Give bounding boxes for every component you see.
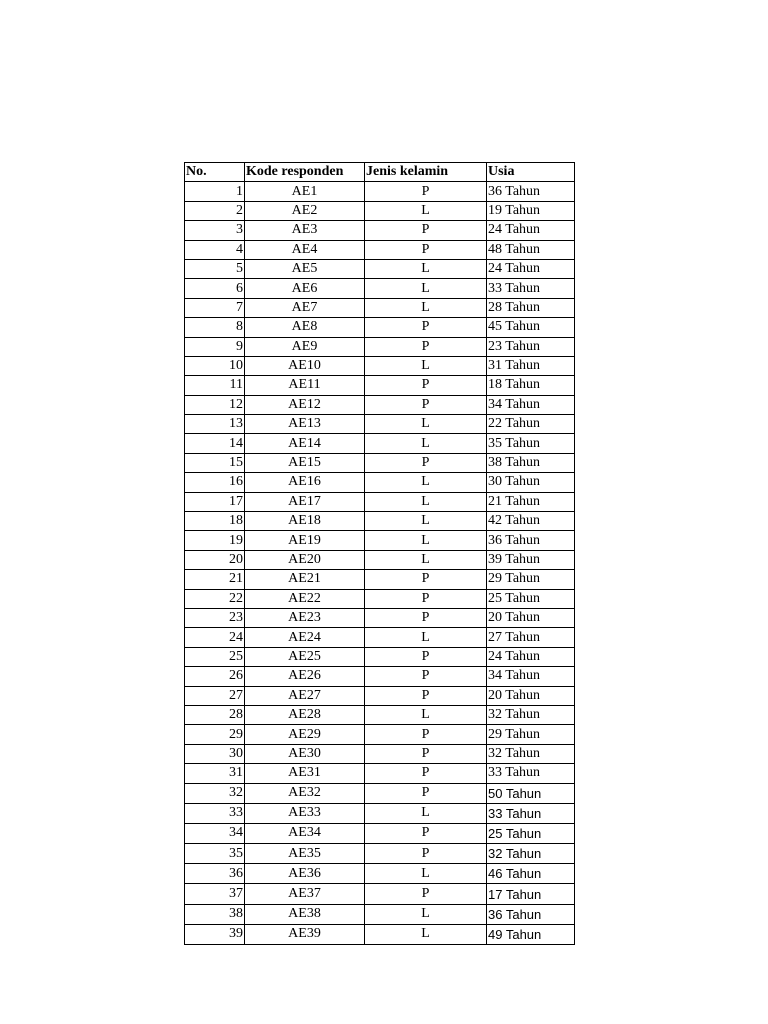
cell-no: 28 [185, 705, 245, 724]
cell-usia: 33 Tahun [487, 279, 575, 298]
cell-jenis-kelamin: L [365, 803, 487, 823]
cell-kode: AE20 [245, 550, 365, 569]
cell-no: 14 [185, 434, 245, 453]
cell-kode: AE27 [245, 686, 365, 705]
cell-no: 29 [185, 725, 245, 744]
cell-no: 17 [185, 492, 245, 511]
cell-kode: AE28 [245, 705, 365, 724]
cell-usia: 32 Tahun [487, 744, 575, 763]
cell-usia: 28 Tahun [487, 298, 575, 317]
cell-no: 19 [185, 531, 245, 550]
cell-no: 35 [185, 844, 245, 864]
cell-jenis-kelamin: L [365, 356, 487, 375]
cell-no: 2 [185, 201, 245, 220]
header-row [185, 163, 575, 182]
cell-usia: 33 Tahun [487, 803, 575, 823]
cell-no: 1 [185, 182, 245, 201]
header-kode-responden: Kode responden [245, 163, 365, 182]
cell-kode: AE11 [245, 376, 365, 395]
table-row [185, 823, 575, 843]
cell-usia: 30 Tahun [487, 473, 575, 492]
cell-kode: AE37 [245, 884, 365, 904]
table-row [185, 550, 575, 569]
cell-jenis-kelamin: P [365, 182, 487, 201]
cell-kode: AE17 [245, 492, 365, 511]
cell-no: 16 [185, 473, 245, 492]
cell-no: 38 [185, 904, 245, 924]
table-row [185, 356, 575, 375]
cell-kode: AE14 [245, 434, 365, 453]
cell-jenis-kelamin: L [365, 705, 487, 724]
cell-no: 6 [185, 279, 245, 298]
cell-kode: AE30 [245, 744, 365, 763]
cell-kode: AE8 [245, 318, 365, 337]
cell-usia: 20 Tahun [487, 686, 575, 705]
cell-kode: AE15 [245, 453, 365, 472]
table-row [185, 589, 575, 608]
cell-kode: AE33 [245, 803, 365, 823]
cell-jenis-kelamin: P [365, 337, 487, 356]
cell-kode: AE1 [245, 182, 365, 201]
cell-jenis-kelamin: L [365, 415, 487, 434]
table-row [185, 473, 575, 492]
cell-usia: 27 Tahun [487, 628, 575, 647]
cell-jenis-kelamin: P [365, 318, 487, 337]
cell-jenis-kelamin: L [365, 531, 487, 550]
table-row [185, 864, 575, 884]
cell-usia: 45 Tahun [487, 318, 575, 337]
cell-usia: 39 Tahun [487, 550, 575, 569]
table-row [185, 628, 575, 647]
cell-jenis-kelamin: P [365, 647, 487, 666]
cell-no: 21 [185, 570, 245, 589]
cell-usia: 38 Tahun [487, 453, 575, 472]
table-row [185, 395, 575, 414]
cell-kode: AE4 [245, 240, 365, 259]
header-no: No. [185, 163, 245, 182]
cell-kode: AE12 [245, 395, 365, 414]
cell-jenis-kelamin: P [365, 823, 487, 843]
cell-no: 12 [185, 395, 245, 414]
cell-no: 9 [185, 337, 245, 356]
cell-kode: AE21 [245, 570, 365, 589]
cell-kode: AE13 [245, 415, 365, 434]
cell-usia: 25 Tahun [487, 823, 575, 843]
cell-kode: AE35 [245, 844, 365, 864]
cell-usia: 24 Tahun [487, 647, 575, 666]
cell-kode: AE9 [245, 337, 365, 356]
cell-kode: AE34 [245, 823, 365, 843]
cell-no: 34 [185, 823, 245, 843]
cell-no: 37 [185, 884, 245, 904]
table-row [185, 686, 575, 705]
table-row [185, 570, 575, 589]
cell-no: 15 [185, 453, 245, 472]
cell-jenis-kelamin: P [365, 667, 487, 686]
cell-usia: 34 Tahun [487, 667, 575, 686]
cell-jenis-kelamin: P [365, 570, 487, 589]
cell-jenis-kelamin: L [365, 512, 487, 531]
cell-no: 7 [185, 298, 245, 317]
cell-jenis-kelamin: L [365, 201, 487, 220]
cell-usia: 33 Tahun [487, 764, 575, 783]
table-row [185, 240, 575, 259]
cell-no: 11 [185, 376, 245, 395]
cell-jenis-kelamin: P [365, 744, 487, 763]
cell-jenis-kelamin: P [365, 764, 487, 783]
cell-usia: 36 Tahun [487, 904, 575, 924]
cell-usia: 20 Tahun [487, 608, 575, 627]
table-row [185, 744, 575, 763]
table-row [185, 667, 575, 686]
cell-no: 18 [185, 512, 245, 531]
cell-usia: 34 Tahun [487, 395, 575, 414]
table-row [185, 434, 575, 453]
cell-jenis-kelamin: P [365, 589, 487, 608]
cell-usia: 48 Tahun [487, 240, 575, 259]
cell-kode: AE22 [245, 589, 365, 608]
cell-usia: 18 Tahun [487, 376, 575, 395]
table-row [185, 318, 575, 337]
cell-no: 32 [185, 783, 245, 803]
cell-jenis-kelamin: L [365, 434, 487, 453]
table-row [185, 844, 575, 864]
cell-usia: 31 Tahun [487, 356, 575, 375]
cell-usia: 50 Tahun [487, 783, 575, 803]
table-row [185, 803, 575, 823]
cell-kode: AE18 [245, 512, 365, 531]
cell-usia: 32 Tahun [487, 844, 575, 864]
cell-usia: 36 Tahun [487, 531, 575, 550]
cell-kode: AE5 [245, 259, 365, 278]
table-row [185, 201, 575, 220]
cell-jenis-kelamin: L [365, 904, 487, 924]
cell-usia: 42 Tahun [487, 512, 575, 531]
cell-no: 27 [185, 686, 245, 705]
cell-jenis-kelamin: P [365, 395, 487, 414]
header-usia: Usia [487, 163, 575, 182]
cell-jenis-kelamin: P [365, 240, 487, 259]
table-row [185, 904, 575, 924]
cell-kode: AE2 [245, 201, 365, 220]
cell-usia: 29 Tahun [487, 570, 575, 589]
cell-no: 31 [185, 764, 245, 783]
cell-jenis-kelamin: L [365, 259, 487, 278]
cell-kode: AE3 [245, 221, 365, 240]
table-row [185, 531, 575, 550]
cell-kode: AE25 [245, 647, 365, 666]
cell-jenis-kelamin: P [365, 608, 487, 627]
cell-kode: AE16 [245, 473, 365, 492]
table-row [185, 376, 575, 395]
cell-kode: AE7 [245, 298, 365, 317]
cell-kode: AE10 [245, 356, 365, 375]
cell-usia: 49 Tahun [487, 924, 575, 944]
cell-jenis-kelamin: L [365, 298, 487, 317]
cell-no: 26 [185, 667, 245, 686]
cell-jenis-kelamin: L [365, 492, 487, 511]
cell-jenis-kelamin: P [365, 376, 487, 395]
cell-jenis-kelamin: L [365, 550, 487, 569]
table-row [185, 608, 575, 627]
cell-usia: 24 Tahun [487, 221, 575, 240]
cell-usia: 22 Tahun [487, 415, 575, 434]
cell-no: 20 [185, 550, 245, 569]
cell-kode: AE19 [245, 531, 365, 550]
cell-kode: AE32 [245, 783, 365, 803]
cell-no: 4 [185, 240, 245, 259]
cell-usia: 19 Tahun [487, 201, 575, 220]
table-row [185, 298, 575, 317]
cell-jenis-kelamin: L [365, 924, 487, 944]
cell-no: 23 [185, 608, 245, 627]
cell-kode: AE29 [245, 725, 365, 744]
table-row [185, 512, 575, 531]
cell-no: 22 [185, 589, 245, 608]
cell-no: 24 [185, 628, 245, 647]
cell-no: 25 [185, 647, 245, 666]
cell-usia: 17 Tahun [487, 884, 575, 904]
cell-no: 33 [185, 803, 245, 823]
cell-kode: AE6 [245, 279, 365, 298]
respondent-table [184, 162, 575, 945]
table-row [185, 492, 575, 511]
cell-jenis-kelamin: L [365, 864, 487, 884]
table-row [185, 415, 575, 434]
table-row [185, 182, 575, 201]
table-row [185, 279, 575, 298]
cell-kode: AE36 [245, 864, 365, 884]
table-row [185, 259, 575, 278]
cell-kode: AE23 [245, 608, 365, 627]
cell-usia: 35 Tahun [487, 434, 575, 453]
cell-jenis-kelamin: P [365, 453, 487, 472]
table-row [185, 647, 575, 666]
cell-jenis-kelamin: L [365, 279, 487, 298]
cell-usia: 29 Tahun [487, 725, 575, 744]
table-row [185, 764, 575, 783]
cell-jenis-kelamin: P [365, 221, 487, 240]
cell-no: 30 [185, 744, 245, 763]
cell-usia: 36 Tahun [487, 182, 575, 201]
cell-usia: 46 Tahun [487, 864, 575, 884]
cell-jenis-kelamin: L [365, 473, 487, 492]
cell-kode: AE31 [245, 764, 365, 783]
table-row [185, 884, 575, 904]
table-row [185, 725, 575, 744]
cell-jenis-kelamin: P [365, 844, 487, 864]
cell-usia: 21 Tahun [487, 492, 575, 511]
cell-no: 36 [185, 864, 245, 884]
cell-no: 10 [185, 356, 245, 375]
cell-kode: AE39 [245, 924, 365, 944]
cell-no: 3 [185, 221, 245, 240]
table-row [185, 783, 575, 803]
table-row [185, 453, 575, 472]
cell-kode: AE24 [245, 628, 365, 647]
table-row [185, 221, 575, 240]
table-row [185, 924, 575, 944]
cell-kode: AE38 [245, 904, 365, 924]
cell-jenis-kelamin: P [365, 686, 487, 705]
cell-usia: 23 Tahun [487, 337, 575, 356]
cell-jenis-kelamin: P [365, 884, 487, 904]
cell-no: 5 [185, 259, 245, 278]
table-row [185, 705, 575, 724]
cell-usia: 24 Tahun [487, 259, 575, 278]
cell-jenis-kelamin: P [365, 783, 487, 803]
cell-jenis-kelamin: P [365, 725, 487, 744]
cell-usia: 25 Tahun [487, 589, 575, 608]
cell-jenis-kelamin: L [365, 628, 487, 647]
cell-no: 39 [185, 924, 245, 944]
table-row [185, 337, 575, 356]
cell-no: 8 [185, 318, 245, 337]
header-jenis-kelamin: Jenis kelamin [365, 163, 487, 182]
cell-no: 13 [185, 415, 245, 434]
cell-usia: 32 Tahun [487, 705, 575, 724]
cell-kode: AE26 [245, 667, 365, 686]
